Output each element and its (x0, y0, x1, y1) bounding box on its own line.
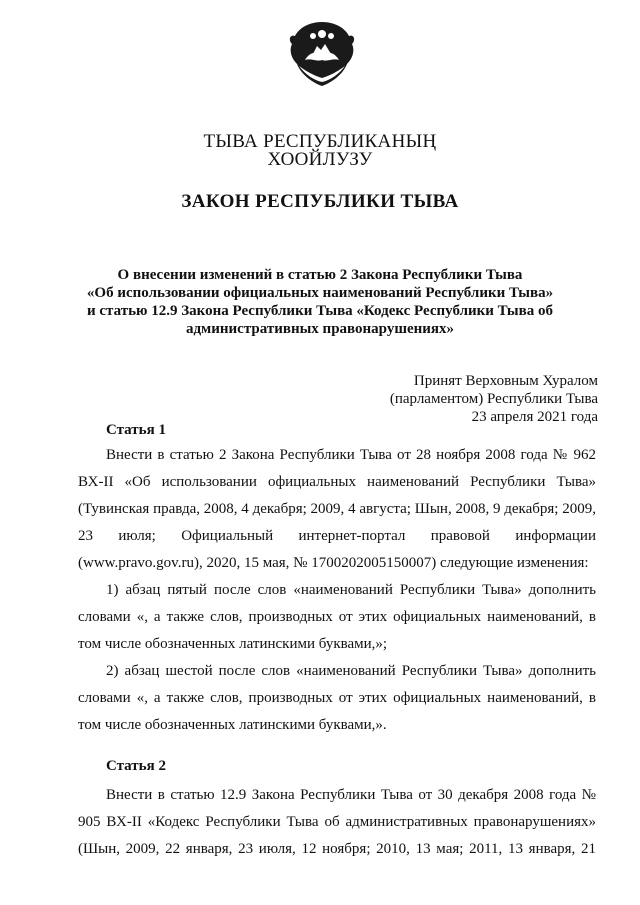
article-1-body (78, 442, 596, 739)
article-1-item-2: 2) абзац шестой после слов «наименований Республики Тыва» дополнить словами «, а также слов, производных от этих официальных наименований, в том числе обозначенных латинскими буквами,». (78, 663, 596, 733)
article-2-heading: Статья 2 (106, 758, 166, 774)
header-line-2: ХООЙЛУЗУ (267, 149, 373, 170)
subject-line-3: и статью 12.9 Закона Республики Тыва «Кодекс Республики Тыва об (87, 303, 553, 319)
article-2-intro: Внести в статью 12.9 Закона Республики Тыва от 30 декабря 2008 года № 905 ВХ-II «Кодекс Республики Тыва об административных правонарушениях» (Шын, 2009, 22 января, 23 июля, 12 ноября; 2010, 13 мая; 2011, 13 января, 21 (78, 787, 596, 857)
article-1-heading: Статья 1 (106, 422, 166, 438)
article-1-intro: Внести в статью 2 Закона Республики Тыва от 28 ноября 2008 года № 962 ВХ-II «Об использовании официальных наименований Республики Тыва» (Тувинская правда, 2008, 4 декабря; 2009, 4 августа; Шын, 2008, 9 декабря; 2009, 23 июля; Официальный интернет-портал правовой информации (www.pravo.gov.ru), 2020, 15 мая, № 1700202005150007) следующие изменения: (78, 447, 596, 571)
subject-line-4: административных правонарушениях» (185, 321, 455, 337)
law-title: ЗАКОН РЕСПУБЛИКИ ТЫВА (181, 191, 459, 212)
coat-of-arms-emblem (287, 20, 357, 88)
header-line-1: ТЫВА РЕСПУБЛИКАНЫҢ (203, 131, 437, 152)
adoption-date: 23 апреля 2021 года (471, 409, 598, 425)
subject-line-1: О внесении изменений в статью 2 Закона Республики Тыва (117, 267, 523, 283)
subject-line-2: «Об использовании официальных наименований Республики Тыва» (86, 285, 554, 301)
adoption-line-2: (парламентом) Республики Тыва (389, 391, 598, 407)
article-1-item-1: 1) абзац пятый после слов «наименований Республики Тыва» дополнить словами «, а также слов, производных от этих официальных наименований, в том числе обозначенных латинскими буквами,»; (78, 582, 596, 652)
law-subject (0, 266, 640, 338)
article-2-body (78, 782, 596, 863)
adoption-line-1: Принят Верховным Хуралом (413, 373, 598, 389)
adoption-note (390, 372, 598, 426)
